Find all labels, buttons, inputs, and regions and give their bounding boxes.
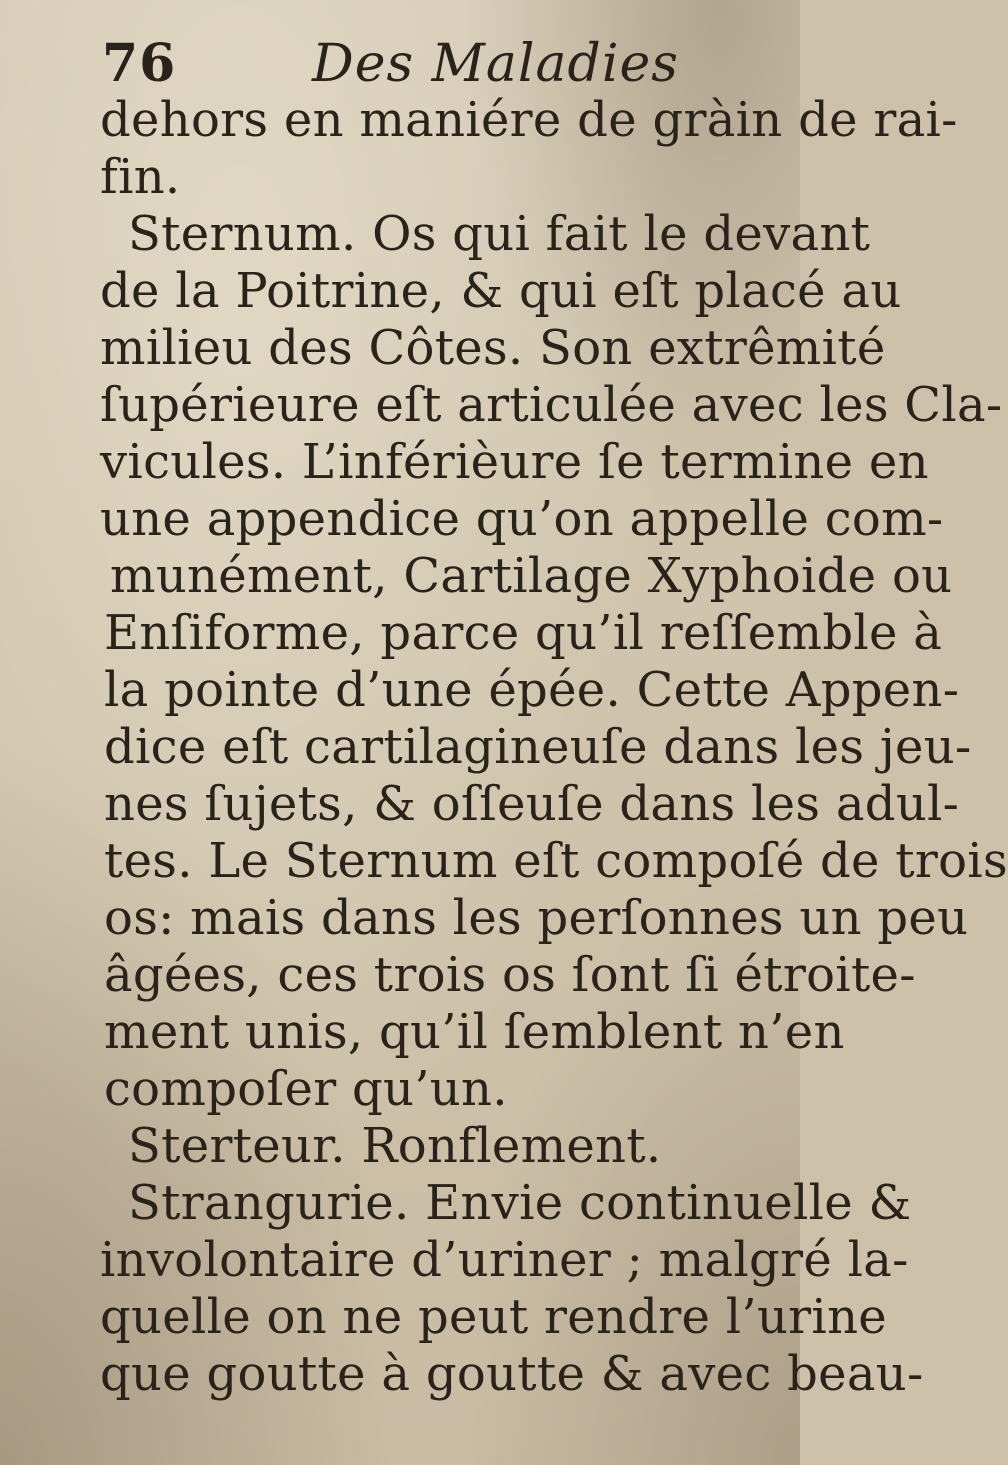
text-line-6: ſupérieure eſt articulée avec les Cla- [100,377,1003,433]
page-header [102,30,742,100]
text-line-13: nes ſujets, & oſſeuſe dans les adul- [104,776,960,832]
text-line-12: dice eſt cartilagineuſe dans les jeu- [104,719,972,775]
text-line-16: âgées, ces trois os ſont ſi étroite- [104,947,916,1003]
entry-strangurie: Strangurie. Envie continuelle & [128,1175,912,1231]
text-line-1: dehors en maniére de gràin de rai- [100,92,958,148]
entry-sterteur: Sterteur. Ronflement. [128,1118,662,1174]
page-number: 76 [102,33,177,94]
text-line-8: une appendice qu’on appelle com- [100,491,944,547]
text-line-7: vicules. L’inférièure ſe termine en [100,434,929,490]
text-line-17: ment unis, qu’il ſemblent n’en [104,1004,845,1060]
text-line-10: Enſiforme, parce qu’il reſſemble à [104,605,943,661]
text-line-2: fin. [100,149,181,205]
entry-sternum: Sternum. Os qui fait le devant [128,206,871,262]
text-line-21: involontaire d’uriner ; malgré la- [100,1232,909,1288]
text-line-18: compoſer qu’un. [104,1061,508,1117]
text-line-11: la pointe d’une épée. Cette Appen- [104,662,960,718]
body-text [100,92,1008,1403]
text-line-23: que goutte à goutte & avec beau- [100,1346,924,1402]
text-line-22: quelle on ne peut rendre l’urine [100,1289,887,1345]
text-line-5: milieu des Côtes. Son extrêmité [100,320,886,376]
text-line-14: tes. Le Sternum eſt compoſé de trois [104,833,1008,889]
running-title: Des Maladies [312,34,679,94]
text-line-4: de la Poitrine, & qui eſt placé au [100,263,902,319]
text-line-15: os: mais dans les perſonnes un peu [104,890,969,946]
text-line-9: munément, Cartilage Xyphoide ou [110,548,953,604]
